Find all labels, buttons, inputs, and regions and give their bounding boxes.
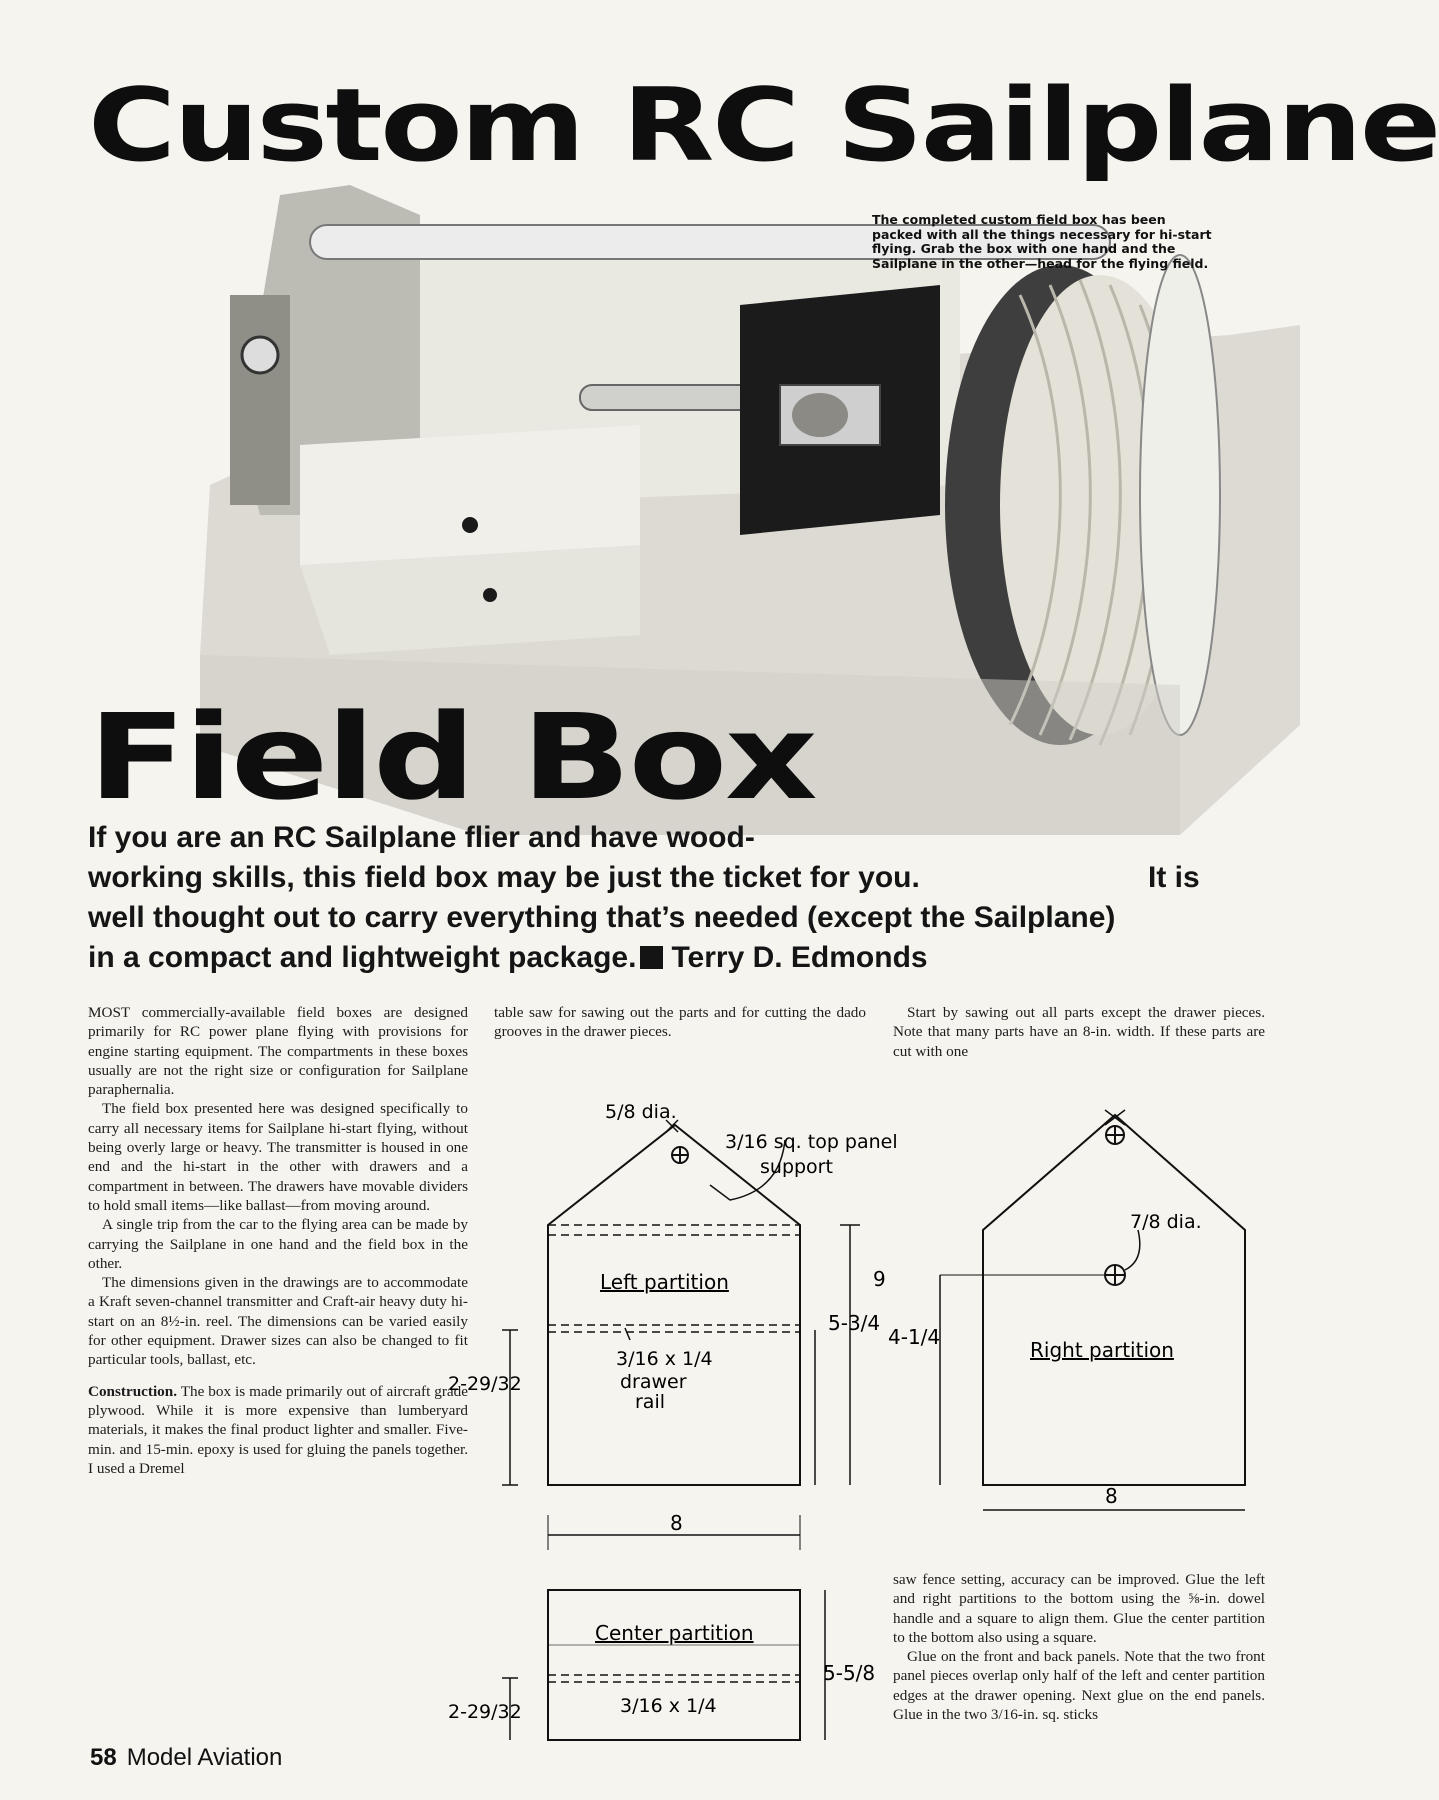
title-top: Custom RC Sailplane: [88, 66, 1439, 185]
author-name: Terry D. Edmonds: [671, 941, 928, 974]
dim-9-label: 9: [873, 1267, 886, 1291]
dowel-dia-label: 5/8 dia.: [605, 1101, 677, 1123]
dim-2-29-32-label-b: 2-29/32: [448, 1701, 522, 1723]
right-partition-label: Right partition: [1030, 1338, 1174, 1362]
width-8-label-b: 8: [1105, 1484, 1118, 1508]
paragraph: MOST commercially-available field boxes are designed primarily for RC power plane flying with provisions for engine starting equipment. The compartments in these boxes usually are not the right size or configuration for Sailplane paraphernalia.: [88, 1004, 468, 1099]
article-column-3-top: [893, 1003, 1265, 1061]
construction-paragraph: [88, 1382, 468, 1478]
rail-label-2: drawer: [620, 1371, 687, 1393]
lede-line-3: well thought out to carry everything that’s needed (except the Sailplane): [88, 901, 1116, 934]
center-rail-label: 3/16 x 1/4: [620, 1695, 717, 1717]
rail-label-1: 3/16 x 1/4: [616, 1348, 713, 1370]
paragraph: The field box presented here was designed specifically to carry all necessary items for Sailplane hi-start flying, without being overly large or heavy. The transmitter is housed in one end and the hi-start in the other with drawers and a compartment in between. The drawers have movable dividers to hold small items—like ballast—from moving around.: [88, 1100, 468, 1214]
paragraph: A single trip from the car to the flying area can be made by carrying the Sailplane in one hand and the field box in the other.: [88, 1216, 468, 1272]
lede-line-4: [88, 938, 928, 978]
page-number: 58: [90, 1744, 117, 1771]
construction-heading: Construction.: [88, 1382, 178, 1400]
photo-caption: The completed custom field box has been packed with all the things necessary for hi-start flying. Grab the box with one hand and the Sailplane in the other—head for the flying field.: [872, 212, 1212, 271]
magazine-name: Model Aviation: [126, 1744, 283, 1771]
lede-line-1: If you are an RC Sailplane flier and have wood-: [88, 821, 755, 854]
article-column-3-bottom: [893, 1570, 1265, 1724]
article-column-2: [494, 1003, 866, 1042]
lede-line-2-tail: It is: [1148, 861, 1200, 894]
dim-5-5-8-label: 5-5/8: [823, 1661, 876, 1685]
paragraph-text: The box is made primarily out of aircraft grade plywood. While it is more expensive than lumberyard materials, it makes the final product lighter and smaller. Five-min. and 15-min. epoxy is used for gluing the panels together. I used a Dremel: [88, 1382, 468, 1477]
article-column-1: [88, 1003, 468, 1478]
left-partition-label: Left partition: [600, 1270, 729, 1294]
width-8-label-a: 8: [670, 1511, 683, 1535]
partition-diagram-right: [888, 1100, 1280, 1510]
paragraph: saw fence setting, accuracy can be improved. Glue the left and right partitions to the bottom using the ⅝-in. dowel handle and a square to align them. Glue the center partition to the bottom also using a square.: [893, 1571, 1265, 1646]
paragraph: table saw for sawing out the parts and for cutting the dado grooves in the drawer pieces.: [494, 1004, 866, 1041]
dim-5-3-4-label: 5-3/4: [828, 1311, 881, 1335]
end-mark-square-icon: [640, 946, 663, 969]
rail-label-3: rail: [635, 1391, 666, 1413]
lede-line-2: working skills, this field box may be just the ticket for you.: [88, 861, 920, 894]
lede-line-4-text: in a compact and lightweight package.: [88, 941, 637, 974]
partition-diagram-left: [448, 1100, 900, 1780]
top-support-label: 3/16 sq. top panel: [725, 1131, 898, 1153]
paragraph: Glue on the front and back panels. Note that the two front panel pieces overlap only half of the left and center partition edges at the drawer opening. Next glue on the end panels. Glue in the two 3/16-in. sq. sticks: [893, 1648, 1265, 1724]
dim-4-1-4-label: 4-1/4: [888, 1325, 941, 1349]
right-dia-label: 7/8 dia.: [1130, 1211, 1202, 1233]
page-footer: [90, 1744, 282, 1772]
title-bottom: Field Box: [88, 688, 816, 826]
dim-2-29-32-label-a: 2-29/32: [448, 1373, 522, 1395]
top-support-label-2: support: [760, 1156, 833, 1178]
center-partition-label: Center partition: [595, 1621, 754, 1645]
paragraph: The dimensions given in the drawings are to accommodate a Kraft seven-channel transmitter and Craft-air heavy duty hi-start on an 8½-in. reel. The dimensions can be varied easily for other equipment. Drawer sizes can also be changed to fit particular tools, ballast, etc.: [88, 1274, 468, 1369]
paragraph: Start by sawing out all parts except the drawer pieces. Note that many parts have an 8-in. width. If these parts are cut with one: [893, 1004, 1265, 1060]
